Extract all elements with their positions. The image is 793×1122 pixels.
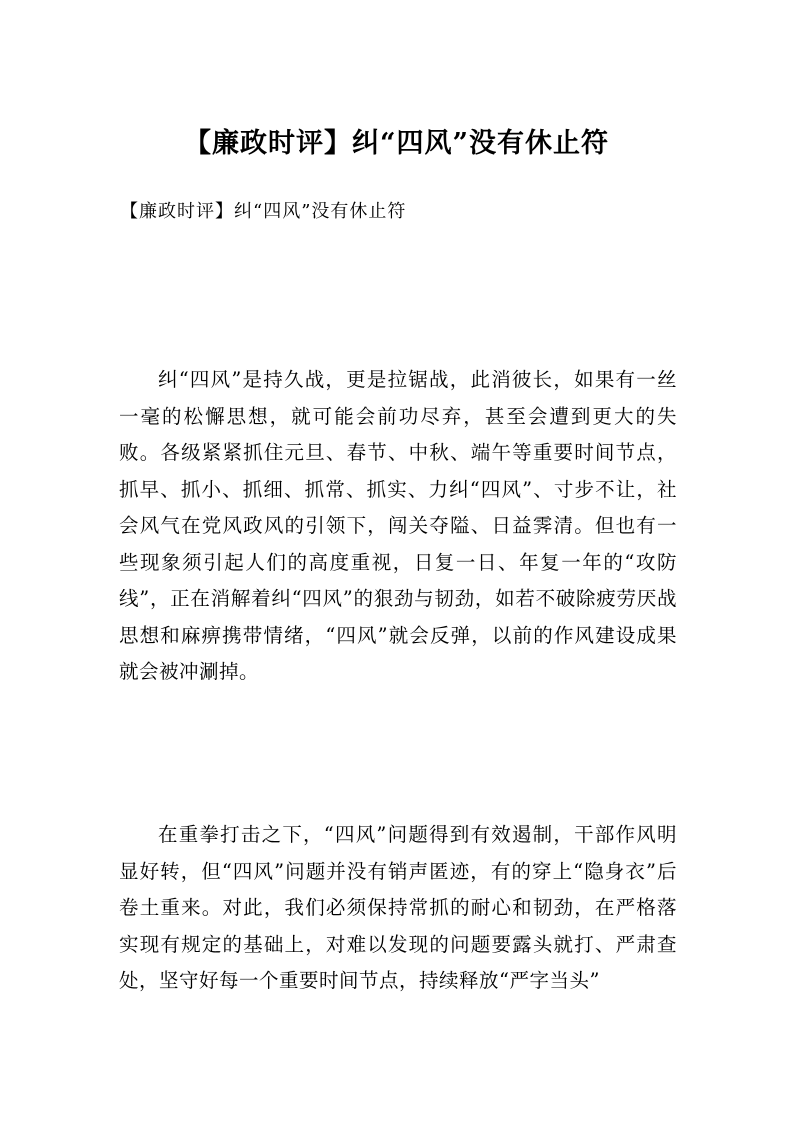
body-paragraph-2: 在重拳打击之下，“四风”问题得到有效遏制，干部作风明显好转，但“四风”问题并没有销声匿迹，有的穿上“隐身衣”后卷土重来。对此，我们必须保持常抓的耐心和韧劲，在严格落实现有规定的基础上，对难以发现的问题要露头就打、严肃查处，坚守好每一个重要时间节点，持续释放“严字当头” (119, 823, 677, 992)
document-title: 【廉政时评】纠“四风”没有休止符 (183, 128, 610, 159)
document-subtitle: 【廉政时评】纠“四风”没有休止符 (120, 201, 407, 222)
body-paragraph-1: 纠“四风”是持久战，更是拉锯战，此消彼长，如果有一丝一毫的松懈思想，就可能会前功尽弃，甚至会遭到更大的失败。各级紧紧抓住元旦、春节、中秋、端午等重要时间节点，抓早、抓小、抓细、抓常、抓实、力纠“四风”、寸步不让，社会风气在党风政风的引领下，闯关夺隘、日益霁清。但也有一些现象须引起人们的高度重视，日复一日、年复一年的“攻防线”，正在消解着纠“四风”的狠劲与韧劲，如若不破除疲劳厌战思想和麻痹携带情绪，“四风”就会反弹，以前的作风建设成果就会被冲涮掉。 (119, 368, 677, 683)
